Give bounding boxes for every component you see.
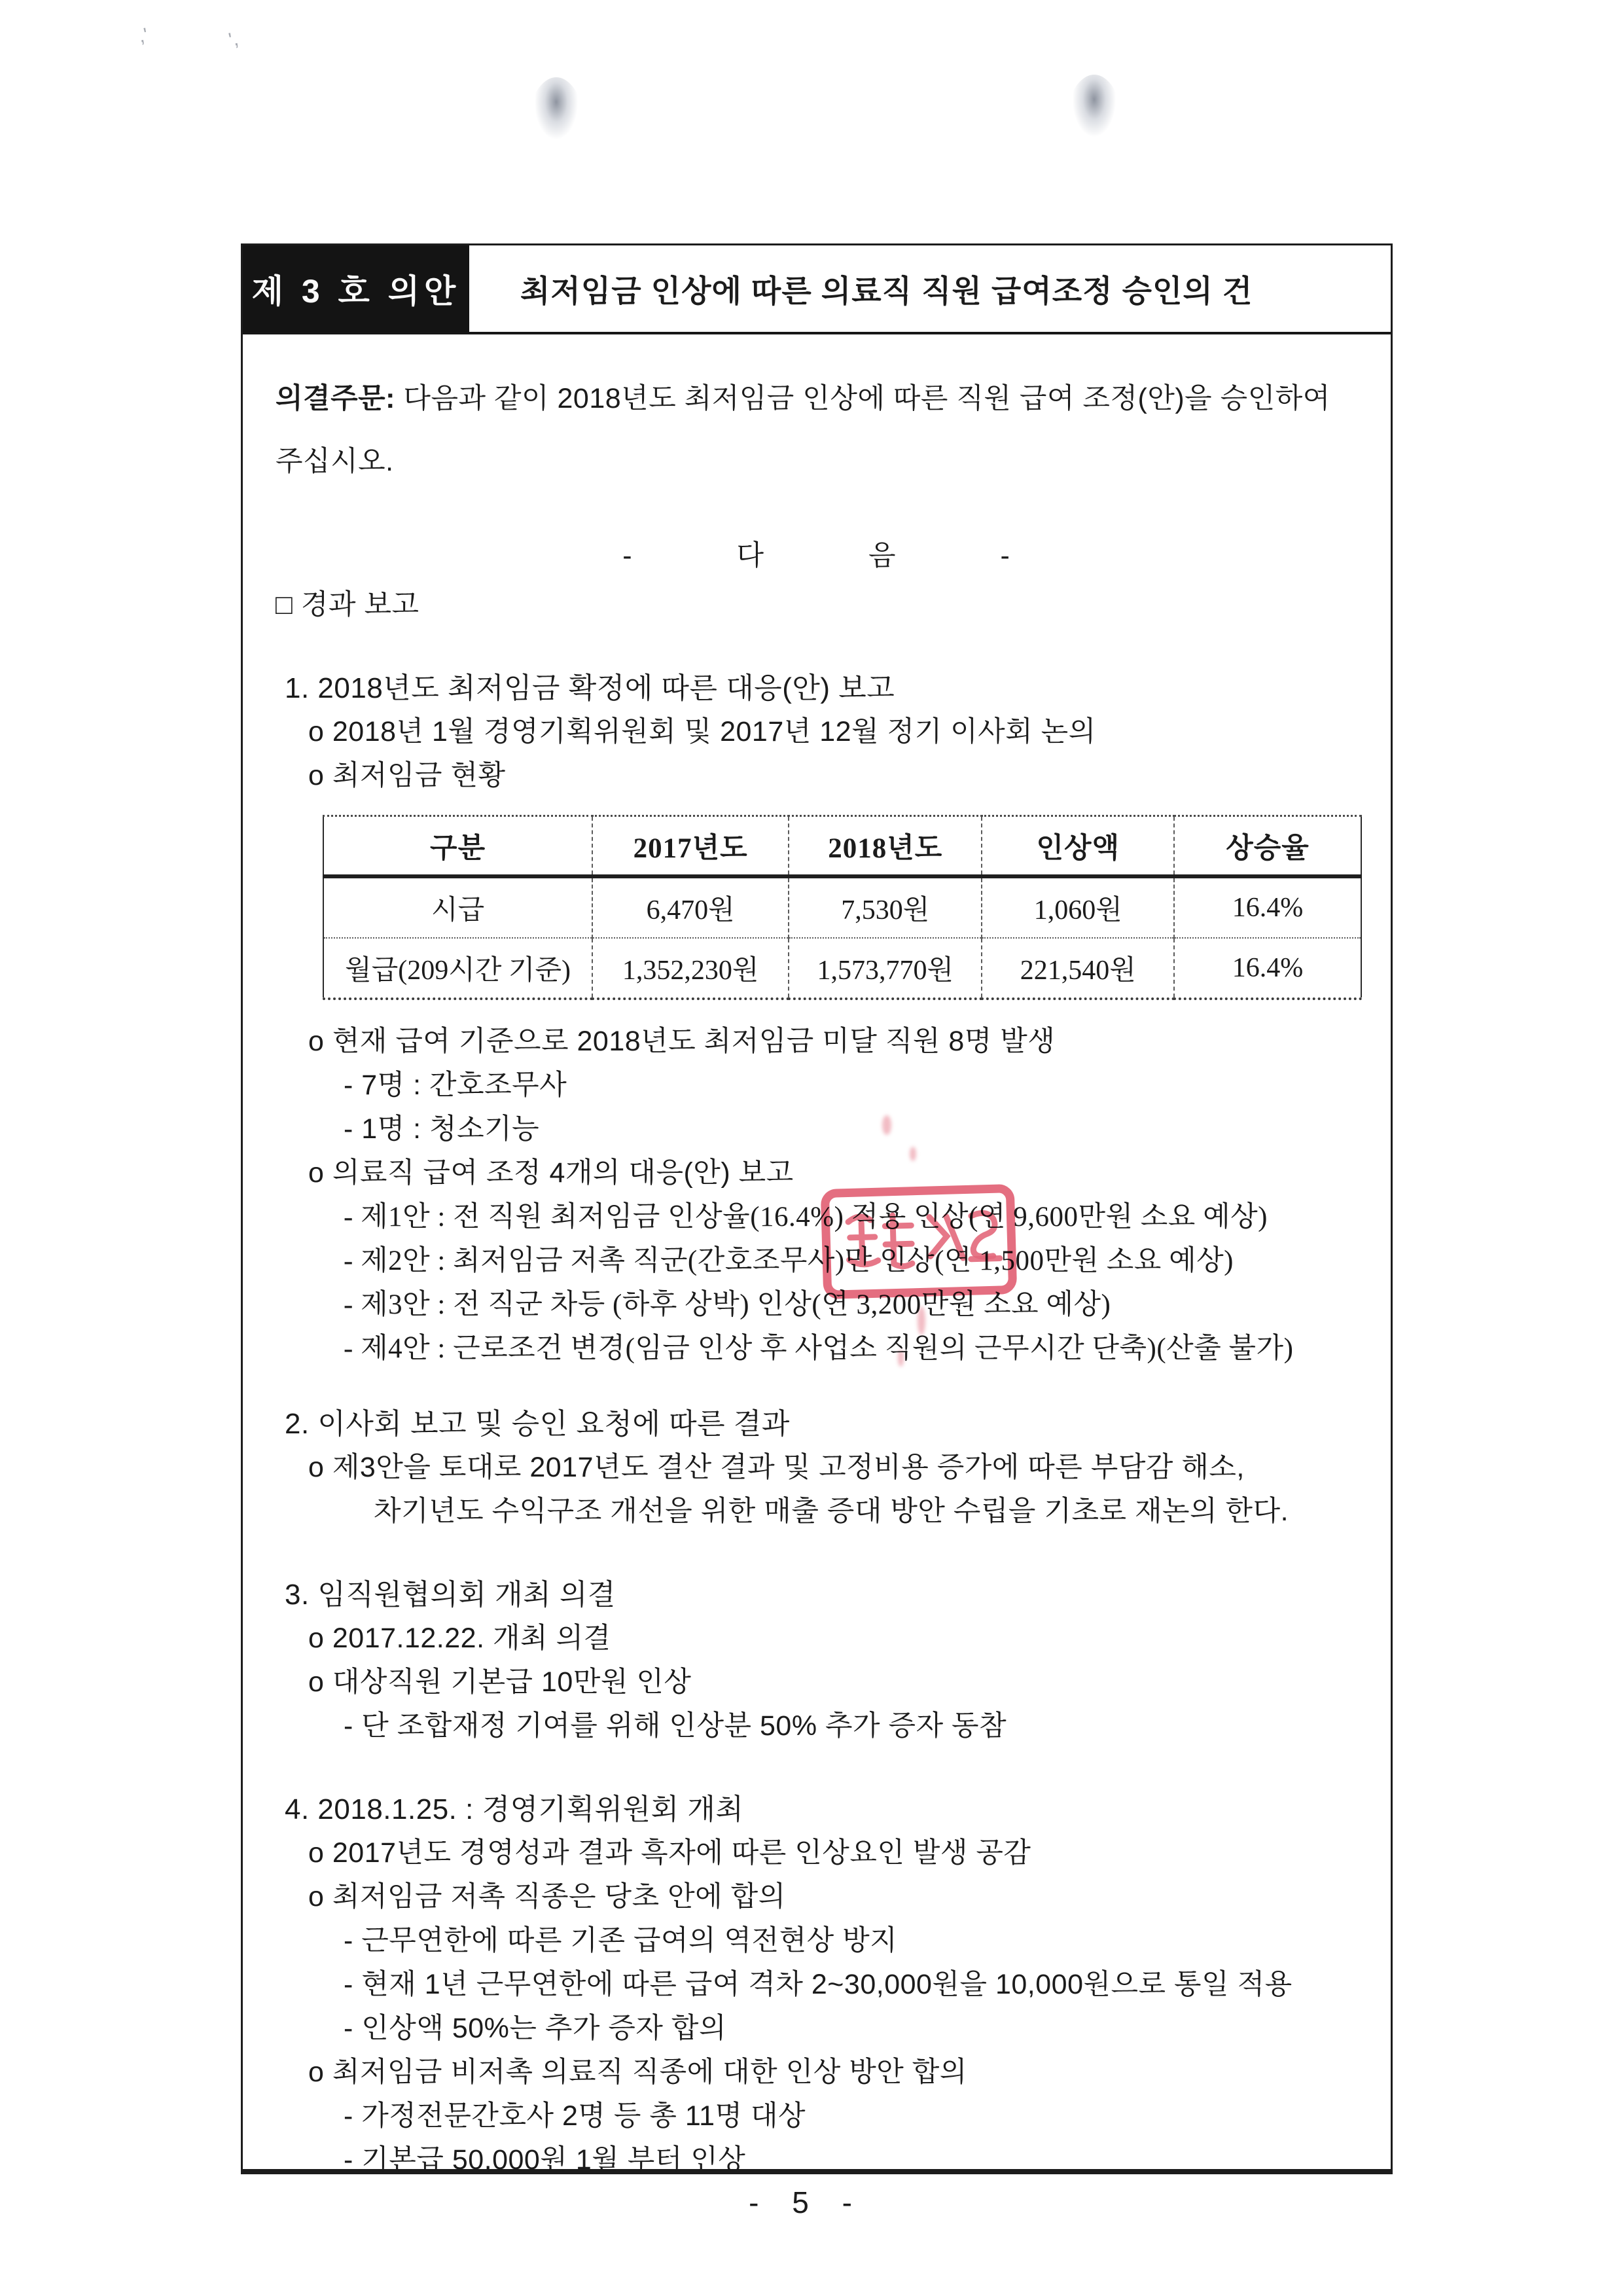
list-item: o 제3안을 토대로 2017년도 결산 결과 및 고정비용 증가에 따른 부담감 해소,	[308, 1452, 1245, 1483]
section-4	[276, 1787, 1366, 2182]
list-item: o 2018년 1월 경영기획위원회 및 2017년 12월 정기 이사회 논의	[308, 716, 1096, 747]
punch-hole-shadow-left	[525, 77, 588, 215]
table-row	[323, 876, 1361, 938]
col-header: 구분	[323, 816, 592, 877]
section-1	[276, 666, 1366, 1371]
seal-stamp-glyphs	[829, 1193, 1008, 1290]
table-cell: 1,060원	[982, 876, 1174, 938]
list-item: - 인상액 50%는 추가 증자 합의	[344, 2013, 726, 2044]
list-item: - 근무연한에 따른 기존 급여의 역전현상 방지	[344, 1925, 898, 1956]
list-item: - 제3안 : 전 직군 차등 (하후 상박) 인상(연 3,200만원 소요 예상)	[344, 1289, 1111, 1320]
red-seal-stamp	[821, 1184, 1018, 1299]
daeum-divider: - 다 음 -	[622, 540, 1019, 571]
list-item: - 제1안 : 전 직원 최저임금 인상율(16.4%) 적용 인상(연 9,600만원 소요 예상)	[344, 1202, 1268, 1232]
ink-smudge	[882, 1115, 891, 1135]
col-header: 2018년도	[789, 816, 982, 877]
list-item: o 2017.12.22. 개최 의결	[308, 1623, 611, 1654]
list-item: - 7명 : 간호조무사	[344, 1069, 567, 1101]
list-item: - 가정전문간호사 2명 등 총 11명 대상	[344, 2100, 806, 2132]
agenda-document-frame	[241, 243, 1393, 2174]
list-item: o 최저임금 비저촉 의료직 직종에 대한 인상 방안 합의	[308, 2056, 967, 2088]
list-item: o 최저임금 저촉 직종은 당초 안에 합의	[308, 1881, 786, 1912]
ink-smudge	[898, 1350, 904, 1367]
list-item: o 현재 급여 기준으로 2018년도 최저임금 미달 직원 8명 발생	[308, 1026, 1056, 1057]
resolution-order-label: 의결주문:	[276, 383, 395, 414]
col-header: 인상액	[982, 816, 1174, 877]
agenda-header-row	[243, 245, 1391, 334]
table-cell: 6,470원	[592, 876, 789, 938]
progress-report-heading: □ 경과 보고	[276, 589, 419, 620]
table-cell: 7,530원	[789, 876, 982, 938]
list-item: o 의료직 급여 조정 4개의 대응(안) 보고	[308, 1157, 794, 1189]
minimum-wage-table	[323, 815, 1362, 1000]
section-heading: 3. 임직원협의회 개최 의결	[285, 1579, 616, 1611]
pencil-mark: ',	[226, 27, 241, 52]
agenda-title: 최저임금 인상에 따른 의료직 직원 급여조정 승인의 건	[520, 273, 1253, 308]
table-cell: 1,573,770원	[789, 938, 982, 999]
page-number: - 5 -	[749, 2185, 855, 2219]
ink-smudge	[910, 1147, 916, 1161]
table-cell: 1,352,230원	[592, 938, 789, 999]
list-item: - 제2안 : 최저임금 저촉 직군(간호조무사)만 인상(연 1,500만원 소요 예상)	[344, 1246, 1234, 1276]
list-item-continuation: 차기년도 수익구조 개선을 위한 매출 증대 방안 수립을 기초로 재논의 한다.	[374, 1496, 1289, 1527]
list-item: - 단 조합재정 기여를 위해 인상분 50% 추가 증자 동참	[344, 1710, 1007, 1742]
section-heading: 2. 이사회 보고 및 승인 요청에 따른 결과	[285, 1408, 790, 1440]
table-cell: 16.4%	[1174, 938, 1361, 999]
table-cell: 월급(209시간 기준)	[323, 938, 592, 999]
section-2	[276, 1402, 1366, 1534]
list-item: o 2017년도 경영성과 결과 흑자에 따른 인상요인 발생 공감	[308, 1837, 1031, 1869]
document-body	[243, 334, 1391, 2182]
list-item: - 현재 1년 근무연한에 따른 급여 격차 2~30,000원을 10,000원으로 통일 적용	[344, 1969, 1293, 2000]
table-header-row	[323, 816, 1361, 877]
punch-hole-shadow-right	[1063, 75, 1126, 212]
table-row	[323, 938, 1361, 999]
ink-smudge	[918, 1306, 925, 1335]
list-item: - 기본급 50,000원 1월 부터 인상	[344, 2144, 746, 2176]
list-item: o 대상직원 기본급 10만원 인상	[308, 1666, 692, 1698]
table-cell: 221,540원	[982, 938, 1174, 999]
table-cell: 16.4%	[1174, 876, 1361, 938]
pencil-mark: ,'	[136, 24, 151, 48]
list-item: - 제4안 : 근로조건 변경(임금 인상 후 사업소 직원의 근무시간 단축)(산출 불가)	[344, 1333, 1294, 1364]
agenda-number-label: 제 3 호 의안	[243, 245, 469, 332]
list-item: - 1명 : 청소기능	[344, 1113, 540, 1145]
col-header: 상승율	[1174, 816, 1361, 877]
list-item: o 최저임금 현황	[308, 760, 506, 791]
section-heading: 1. 2018년도 최저임금 확정에 따른 대응(안) 보고	[285, 672, 895, 704]
resolution-order-paragraph	[276, 367, 1366, 493]
col-header: 2017년도	[592, 816, 789, 877]
table-cell: 시급	[431, 895, 485, 925]
resolution-order-text: 다음과 같이 2018년도 최저임금 인상에 따른 직원 급여 조정(안)을 승인하여 주십시오.	[276, 383, 1330, 477]
section-heading: 4. 2018.1.25. : 경영기획위원회 개최	[285, 1793, 744, 1825]
section-3	[276, 1573, 1366, 1748]
